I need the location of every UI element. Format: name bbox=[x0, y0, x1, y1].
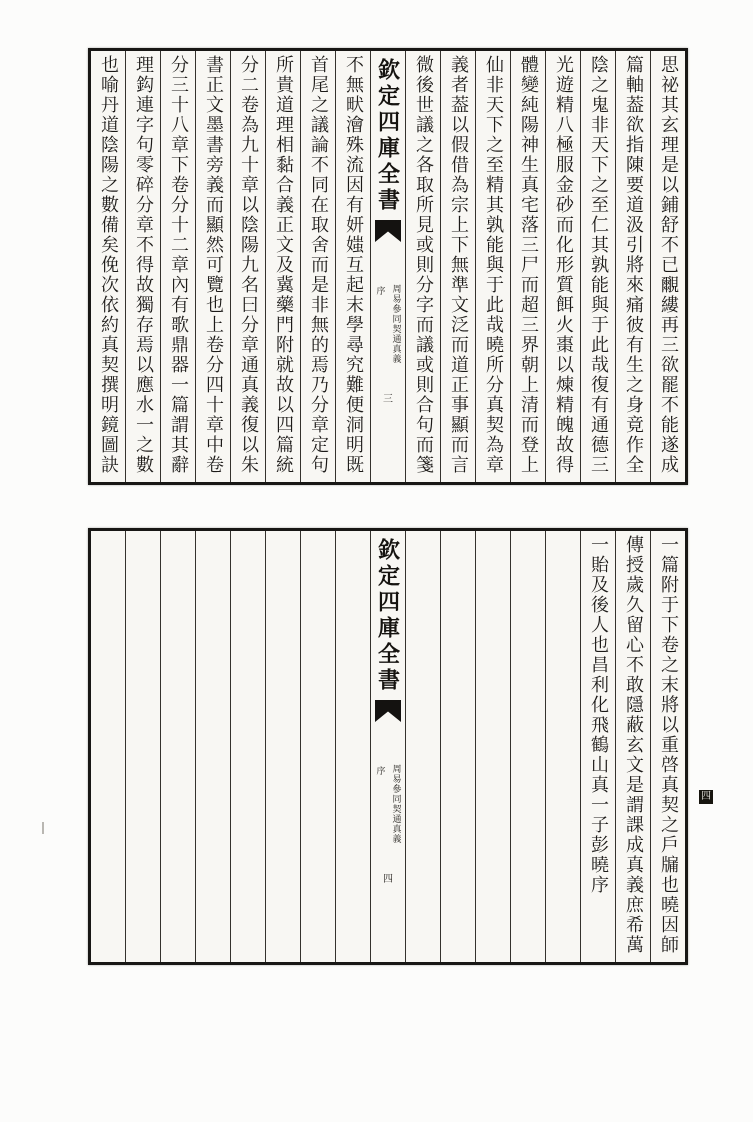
text-column: 陰之鬼非天下之至仁其孰能與于此哉復有通德三 bbox=[580, 51, 615, 482]
text-column: 分三十八章下卷分十二章內有歌鼎器一篇謂其辭 bbox=[160, 51, 195, 482]
text-column: 書正文墨書旁義而顯然可覽也上卷分四十章中卷 bbox=[195, 51, 230, 482]
text-column: 體變純陽神生真宅落三尸而超三界朝上清而登上 bbox=[510, 51, 545, 482]
text-column bbox=[265, 531, 300, 962]
text-column: 不無畎澮殊流因有妍媸互起末學尋究難便洞明既 bbox=[335, 51, 370, 482]
page-fold-column bbox=[370, 51, 405, 482]
text-column: 光遊精八極服金砂而化形質餌火棗以煉精魄故得 bbox=[545, 51, 580, 482]
series-title: 欽定四庫全書 bbox=[374, 58, 401, 214]
text-column bbox=[195, 531, 230, 962]
text-column bbox=[545, 531, 580, 962]
fishtail-icon bbox=[375, 220, 401, 242]
bottom-page-block bbox=[88, 528, 688, 965]
text-column bbox=[440, 531, 475, 962]
text-column: 一貽及後人也昌利化飛鶴山真一子彭曉序 bbox=[580, 531, 615, 962]
text-column bbox=[125, 531, 160, 962]
text-column: 思祕其玄理是以鋪舒不已覼縷再三欲罷不能遂成 bbox=[650, 51, 685, 482]
text-column bbox=[335, 531, 370, 962]
book-title: 周易參同契通真義 bbox=[390, 764, 401, 844]
text-column bbox=[91, 531, 125, 962]
scan-speck bbox=[42, 822, 44, 834]
page-number: 三 bbox=[383, 394, 393, 405]
text-column: 微後世議之各取所見或則分字而議或則合句而箋 bbox=[405, 51, 440, 482]
text-column: 所貴道理相黏合義正文及冀藥門附就故以四篇統 bbox=[265, 51, 300, 482]
fishtail-icon bbox=[375, 700, 401, 722]
text-column bbox=[160, 531, 195, 962]
text-column: 篇軸葢欲指陳要道汲引將來痛彼有生之身竟作全 bbox=[615, 51, 650, 482]
series-title: 欽定四庫全書 bbox=[374, 538, 401, 694]
text-column: 義者葢以假借為宗上下無準文泛而道正事顯而言 bbox=[440, 51, 475, 482]
text-column bbox=[475, 531, 510, 962]
page-fold-column bbox=[370, 531, 405, 962]
section-label: 序 bbox=[374, 766, 385, 776]
text-column: 也喻丹道陰陽之數備矣俛次依約真契撰明鏡圖訣 bbox=[98, 55, 119, 475]
text-column bbox=[510, 531, 545, 962]
top-page-block bbox=[88, 48, 688, 485]
text-column: 仙非天下之至精其孰能與于此哉曉所分真契為章 bbox=[475, 51, 510, 482]
text-column bbox=[405, 531, 440, 962]
margin-volume-marker: 四 bbox=[701, 791, 711, 802]
text-column: 分二卷為九十章以陰陽九名曰分章通真義復以朱 bbox=[230, 51, 265, 482]
book-title: 周易參同契通真義 bbox=[390, 284, 401, 364]
text-column: 一篇附于下卷之末將以重啓真契之戶牖也曉因師 bbox=[650, 531, 685, 962]
text-column: 首尾之議論不同在取舍而是非無的焉乃分章定句 bbox=[300, 51, 335, 482]
text-column: 理鈎連字句零碎分章不得故獨存焉以應水一之數 bbox=[125, 51, 160, 482]
section-label: 序 bbox=[374, 286, 385, 296]
text-column: 傳授歲久留心不敢隱蔽玄文是謂課成真義庶希萬 bbox=[615, 531, 650, 962]
page-number: 四 bbox=[383, 874, 393, 885]
text-column bbox=[230, 531, 265, 962]
text-column bbox=[300, 531, 335, 962]
